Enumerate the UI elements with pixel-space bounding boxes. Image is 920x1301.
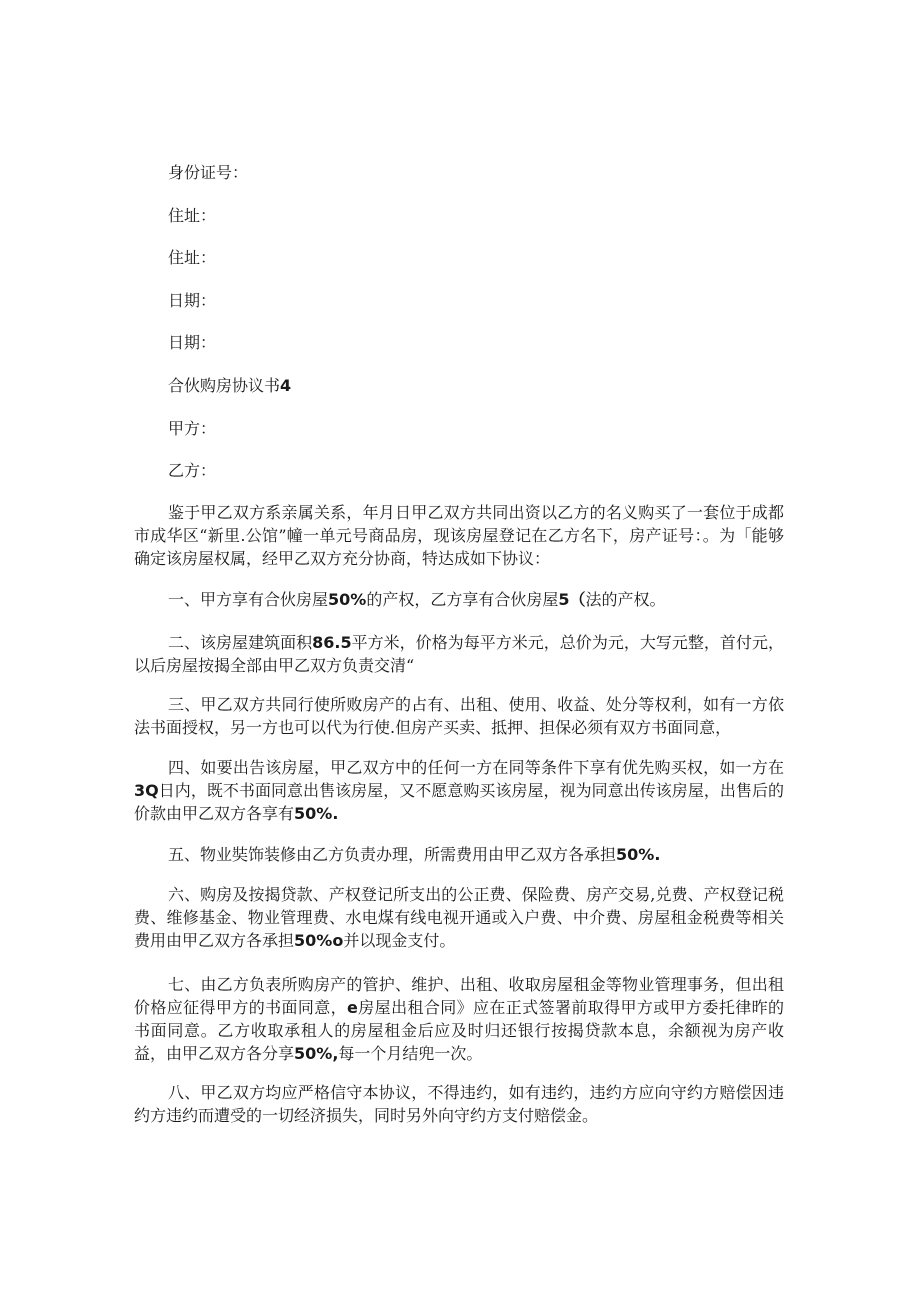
- clause-6: [134, 883, 784, 952]
- clause-5-text: 五、物业奘饰装修由乙方负责办理，所需费用由甲乙双方各承担: [168, 845, 617, 864]
- clause-6-text-b: 并以现金支付。: [343, 931, 456, 950]
- clause-1-text-a: 一、甲方享有合伙房屋: [168, 590, 329, 609]
- clause-6-share: 50%o: [294, 931, 344, 950]
- clause-6-text-a: 六、购房及按揭贷款、产权登记所支出的公正费、保险费、房产交易,兑费、产权登记税费、维修基金、物业管理费、水电煤有线电视开通或入户费、中介费、房屋租金税费等相关费用由甲乙双方各承担: [134, 885, 784, 950]
- clause-1-text-c: 法的产权。: [585, 590, 666, 609]
- document-title: [168, 376, 291, 396]
- clause-1: [134, 588, 784, 611]
- clause-1-text-b: 的产权，乙方享有合伙房屋: [366, 590, 559, 609]
- clause-7-text-a: 七、由乙方负表所购房产的管护、维护、出租、收取房屋租金等物业管理事务，但出租价格应征得甲方的书面同意，: [134, 975, 784, 1017]
- party-a-field: 甲方：: [168, 419, 217, 438]
- party-b-field: 乙方：: [168, 461, 217, 480]
- date-field-2: 日期：: [168, 333, 217, 352]
- clause-7: [134, 973, 784, 1065]
- preamble-paragraph: 鉴于甲乙双方系亲属关系，年月日甲乙双方共同出资以乙方的名义购买了一套位于成都市成华区“新里.公馆”幢一单元号商品房，现该房屋登记在乙方名下，房产证号：。为「能够确定该房屋权属，经甲乙双方充分协商，特达成如下协议：: [134, 503, 784, 568]
- clause-2: [134, 631, 784, 677]
- clause-4-text-b: 日内，既不书面同意出售该房屋，又不愿意购买该房屋，视为同意出传该房屋，出售后的价款由甲乙双方各享有: [134, 781, 784, 823]
- clause-7-share: 50%,: [294, 1044, 339, 1063]
- title-text: 合伙购房协议书: [168, 376, 281, 395]
- clause-7-text-b: 房屋出租合同》应在正式签署前取得甲方或甲方委托律昨的书面同意。乙方收取承租人的房屋租金后应及时归还银行按揭贷款本息，余额视为房产收益，由甲乙双方各分享: [134, 998, 784, 1063]
- clause-4-text-a: 四、如要出告该房屋，甲乙双方中的任何一方在同等条件下享有优先购买权，如一方在: [168, 758, 784, 777]
- clause-3: 三、甲乙双方共同行使所败房产的占有、出租、使用、收益、处分等权利，如有一方依法书面授权，另一方也可以代为行使.但房产买卖、抵押、担保必须有双方书面同意，: [134, 695, 784, 737]
- clause-5: [134, 843, 784, 866]
- clause-4-days: 3Q: [134, 781, 159, 800]
- address-field-1: 住址：: [168, 206, 217, 225]
- clause-4-share: 50%.: [294, 804, 339, 823]
- title-number: 4: [280, 376, 292, 395]
- id-number-field: 身份证号：: [168, 163, 249, 182]
- address-field-2: 住址：: [168, 248, 217, 267]
- clause-5-share: 50%.: [616, 845, 661, 864]
- clause-1-value-b: 5（: [558, 590, 586, 609]
- clause-4: [134, 756, 784, 825]
- clause-2-text-b: 平方米，价格为每平方米元，总价为元，大写元整，首付元，以后房屋按揭全部由甲乙双方负责交清“: [134, 633, 784, 675]
- clause-2-text-a: 二、该房屋建筑面积: [168, 633, 313, 652]
- clause-8: 八、甲乙双方均应严格信守本协议，不得违约，如有违约，违约方应向守约方赔偿因违约方违约而遭受的一切经济损失，同时另外向守约方支付赔偿金。: [134, 1083, 784, 1125]
- clause-7-mark: e: [347, 998, 358, 1017]
- date-field-1: 日期：: [168, 291, 217, 310]
- clause-2-area: 86.5: [312, 633, 352, 652]
- clause-1-value-a: 50%: [328, 590, 367, 609]
- clause-7-text-c: 每一个月结兜一次。: [338, 1044, 483, 1063]
